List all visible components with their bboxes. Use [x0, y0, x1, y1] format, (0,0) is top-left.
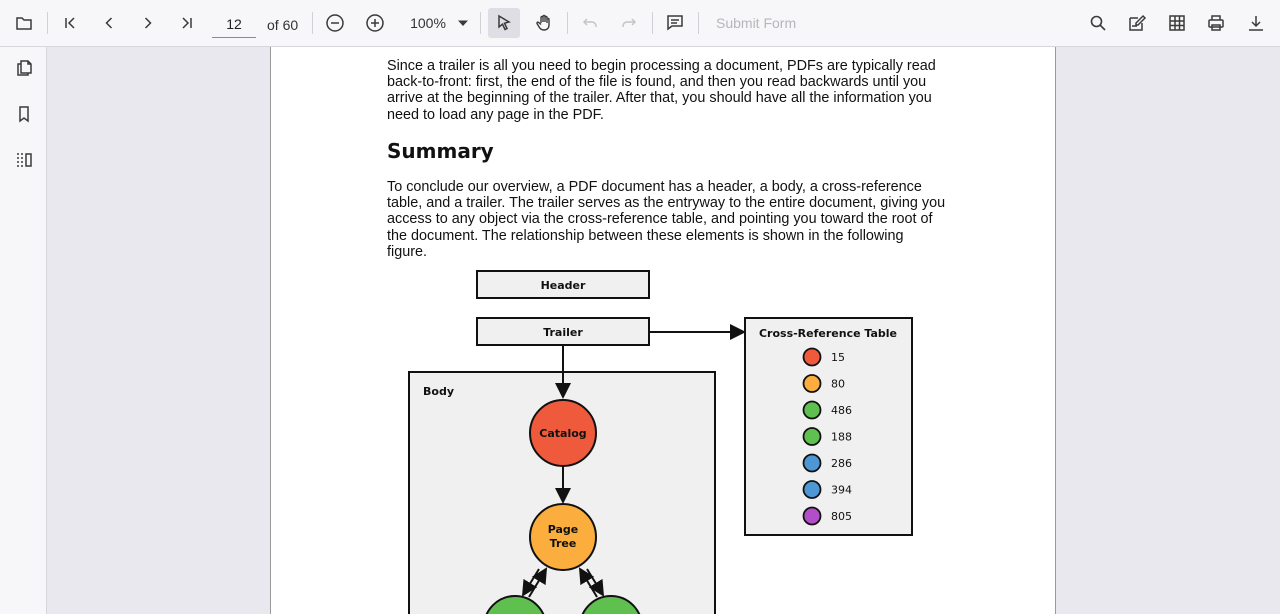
undo-icon[interactable] — [574, 8, 606, 38]
catalog-label: Catalog — [539, 427, 587, 440]
toolbar-divider — [567, 12, 568, 34]
toolbar-divider — [47, 12, 48, 34]
folder-icon[interactable] — [8, 8, 40, 38]
chevron-down-icon — [456, 16, 470, 30]
grid-icon[interactable] — [1161, 8, 1193, 38]
search-icon[interactable] — [1082, 8, 1114, 38]
toolbar-divider — [698, 12, 699, 34]
body-label: Body — [423, 385, 454, 398]
next-page-icon[interactable] — [132, 8, 164, 38]
xref-entry-dot — [804, 375, 821, 392]
xref-entry-label: 15 — [831, 351, 845, 364]
cursor-icon[interactable] — [488, 8, 520, 38]
xref-entry-label: 486 — [831, 404, 852, 417]
trailer-label: Trailer — [543, 326, 583, 339]
submit-form-button[interactable]: Submit Form — [716, 15, 797, 31]
xref-entry-label: 394 — [831, 483, 852, 497]
page-tree-label-line2: Tree — [549, 537, 577, 550]
zoom-out-icon[interactable] — [319, 8, 351, 38]
zoom-value: 100% — [410, 15, 446, 31]
xref-table-box — [745, 318, 912, 535]
toolbar-divider — [312, 12, 313, 34]
xref-entry-label: 188 — [831, 430, 852, 444]
hand-icon[interactable] — [528, 8, 560, 38]
xref-entry-dot — [804, 455, 821, 472]
last-page-icon[interactable] — [171, 8, 203, 38]
xref-entry-dot — [804, 349, 821, 366]
page-number-input[interactable] — [212, 10, 256, 38]
zoom-dropdown[interactable] — [404, 8, 476, 38]
redo-icon[interactable] — [613, 8, 645, 38]
sidebar-toggle-icon[interactable] — [8, 145, 40, 175]
xref-entry-dot — [804, 428, 821, 445]
paragraph: To conclude our overview, a PDF document has a header, a body, a cross-reference table, and a trailer. The trailer serves as the entryway to the entire document, giving you access to any object via the cross-reference table, and pointing you toward the root of the document. The relationship between these elements is shown in the following figure. — [387, 179, 946, 260]
download-icon[interactable] — [1240, 8, 1272, 38]
comment-icon[interactable] — [659, 8, 691, 38]
xref-entry-dot — [804, 508, 821, 525]
toolbar-divider — [480, 12, 481, 34]
section-heading: Summary — [387, 139, 494, 163]
xref-entry-dot — [804, 402, 821, 419]
xref-entry-label: 80 — [831, 377, 845, 391]
xref-table-title: Cross-Reference Table — [758, 327, 898, 340]
zoom-in-icon[interactable] — [359, 8, 391, 38]
xref-entry-label: 805 — [831, 510, 852, 523]
toolbar — [0, 0, 1280, 47]
bookmark-icon[interactable] — [8, 99, 40, 129]
pdf-structure-figure — [271, 47, 1056, 614]
pages-icon[interactable] — [8, 53, 40, 83]
xref-entry-label: 286 — [831, 457, 852, 470]
left-sidebar — [0, 47, 47, 614]
previous-page-icon[interactable] — [93, 8, 125, 38]
paragraph: Since a trailer is all you need to begin processing a document, PDFs are typically read back-to-front: first, the end of the file is found, and then you read backwards until you arrive at the beginning of the trailer. After that, you should have all the information you need to load any page in the PDF. — [387, 58, 936, 123]
xref-entry-dot — [804, 481, 821, 498]
print-icon[interactable] — [1200, 8, 1232, 38]
toolbar-divider — [652, 12, 653, 34]
page-tree-label-line1: Page — [547, 523, 579, 536]
edit-icon[interactable] — [1121, 8, 1153, 38]
first-page-icon[interactable] — [54, 8, 86, 38]
header-label: Header — [540, 279, 586, 292]
document-page — [270, 47, 1056, 614]
page-total: of 60 — [267, 17, 299, 33]
